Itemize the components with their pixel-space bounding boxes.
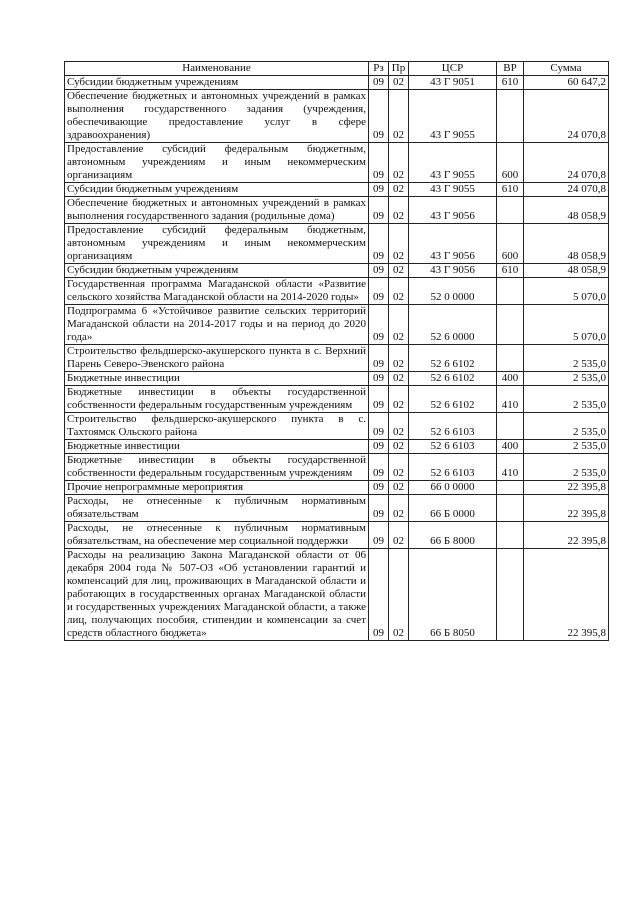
cell-name: Бюджетные инвестиции bbox=[65, 372, 369, 386]
cell-sum: 24 070,8 bbox=[524, 143, 609, 183]
cell-sum: 2 535,0 bbox=[524, 372, 609, 386]
cell-rz: 09 bbox=[369, 183, 389, 197]
cell-rz: 09 bbox=[369, 76, 389, 90]
table-row bbox=[65, 481, 609, 495]
cell-csr: 43 Г 9056 bbox=[409, 197, 497, 224]
cell-sum: 24 070,8 bbox=[524, 183, 609, 197]
cell-pr: 02 bbox=[389, 305, 409, 345]
cell-csr: 52 6 6103 bbox=[409, 454, 497, 481]
header-vr: ВР bbox=[497, 62, 524, 76]
cell-csr: 43 Г 9056 bbox=[409, 264, 497, 278]
cell-rz: 09 bbox=[369, 386, 389, 413]
cell-pr: 02 bbox=[389, 90, 409, 143]
cell-vr bbox=[497, 345, 524, 372]
cell-csr: 52 6 0000 bbox=[409, 305, 497, 345]
cell-pr: 02 bbox=[389, 264, 409, 278]
cell-pr: 02 bbox=[389, 143, 409, 183]
table-row bbox=[65, 454, 609, 481]
cell-csr: 66 Б 8050 bbox=[409, 549, 497, 641]
cell-csr: 52 6 6102 bbox=[409, 372, 497, 386]
cell-name: Расходы на реализацию Закона Магаданской области от 06 декабря 2004 года № 507-ОЗ «Об установлении гарантий и компенсаций для лиц, проживающих в Магаданской области и работающих в государственных органах Магаданской области и государственных учреждениях Магаданской области, а также лиц, получающих пособия, стипендии и компенсации за счет средств областного бюджета» bbox=[65, 549, 369, 641]
cell-csr: 43 Г 9055 bbox=[409, 90, 497, 143]
table-row bbox=[65, 305, 609, 345]
cell-name: Подпрограмма 6 «Устойчивое развитие сельских территорий Магаданской области на 2014-2017 годы и на период до 2020 года» bbox=[65, 305, 369, 345]
cell-sum: 22 395,8 bbox=[524, 549, 609, 641]
table-row bbox=[65, 495, 609, 522]
cell-rz: 09 bbox=[369, 440, 389, 454]
table-row bbox=[65, 143, 609, 183]
cell-csr: 52 6 6102 bbox=[409, 345, 497, 372]
table-header-row bbox=[65, 62, 609, 76]
cell-name: Обеспечение бюджетных и автономных учреждений в рамках выполнения государственного задания (учреждения, обеспечивающие предоставление услуг в сфере здравоохранения) bbox=[65, 90, 369, 143]
cell-sum: 5 070,0 bbox=[524, 278, 609, 305]
table-row bbox=[65, 345, 609, 372]
cell-name: Предоставление субсидий федеральным бюджетным, автономным учреждениям и иным некоммерческим организациям bbox=[65, 143, 369, 183]
cell-sum: 48 058,9 bbox=[524, 224, 609, 264]
cell-sum: 2 535,0 bbox=[524, 345, 609, 372]
cell-pr: 02 bbox=[389, 183, 409, 197]
cell-name: Субсидии бюджетным учреждениям bbox=[65, 264, 369, 278]
table-row bbox=[65, 76, 609, 90]
cell-rz: 09 bbox=[369, 305, 389, 345]
cell-vr: 410 bbox=[497, 386, 524, 413]
cell-vr bbox=[497, 197, 524, 224]
cell-rz: 09 bbox=[369, 143, 389, 183]
cell-vr: 400 bbox=[497, 440, 524, 454]
cell-name: Строительство фельдшерско-акушерского пункта в с. Верхний Парень Северо-Эвенского района bbox=[65, 345, 369, 372]
cell-vr bbox=[497, 90, 524, 143]
table-row bbox=[65, 224, 609, 264]
cell-vr: 600 bbox=[497, 224, 524, 264]
cell-pr: 02 bbox=[389, 481, 409, 495]
cell-csr: 66 0 0000 bbox=[409, 481, 497, 495]
cell-rz: 09 bbox=[369, 522, 389, 549]
cell-rz: 09 bbox=[369, 278, 389, 305]
cell-name: Государственная программа Магаданской области «Развитие сельского хозяйства Магаданской области на 2014-2020 годы» bbox=[65, 278, 369, 305]
cell-name: Расходы, не отнесенные к публичным нормативным обязательствам bbox=[65, 495, 369, 522]
cell-rz: 09 bbox=[369, 372, 389, 386]
cell-rz: 09 bbox=[369, 481, 389, 495]
cell-sum: 2 535,0 bbox=[524, 440, 609, 454]
cell-vr: 610 bbox=[497, 183, 524, 197]
cell-sum: 5 070,0 bbox=[524, 305, 609, 345]
header-pr: Пр bbox=[389, 62, 409, 76]
cell-csr: 43 Г 9051 bbox=[409, 76, 497, 90]
cell-sum: 2 535,0 bbox=[524, 454, 609, 481]
cell-csr: 52 0 0000 bbox=[409, 278, 497, 305]
budget-page bbox=[64, 61, 609, 641]
cell-pr: 02 bbox=[389, 495, 409, 522]
cell-pr: 02 bbox=[389, 549, 409, 641]
cell-csr: 52 6 6102 bbox=[409, 386, 497, 413]
table-row bbox=[65, 90, 609, 143]
cell-name: Предоставление субсидий федеральным бюджетным, автономным учреждениям и иным некоммерческим организациям bbox=[65, 224, 369, 264]
cell-vr bbox=[497, 522, 524, 549]
table-row bbox=[65, 413, 609, 440]
table-row bbox=[65, 197, 609, 224]
cell-name: Субсидии бюджетным учреждениям bbox=[65, 183, 369, 197]
cell-pr: 02 bbox=[389, 372, 409, 386]
cell-name: Прочие непрограммные мероприятия bbox=[65, 481, 369, 495]
cell-vr: 600 bbox=[497, 143, 524, 183]
cell-pr: 02 bbox=[389, 386, 409, 413]
cell-name: Бюджетные инвестиции в объекты государственной собственности федеральным государственным учреждениям bbox=[65, 386, 369, 413]
cell-rz: 09 bbox=[369, 495, 389, 522]
table-row bbox=[65, 549, 609, 641]
cell-csr: 43 Г 9056 bbox=[409, 224, 497, 264]
cell-pr: 02 bbox=[389, 278, 409, 305]
cell-name: Бюджетные инвестиции bbox=[65, 440, 369, 454]
cell-pr: 02 bbox=[389, 454, 409, 481]
cell-pr: 02 bbox=[389, 345, 409, 372]
cell-csr: 52 6 6103 bbox=[409, 440, 497, 454]
cell-rz: 09 bbox=[369, 264, 389, 278]
cell-sum: 60 647,2 bbox=[524, 76, 609, 90]
cell-rz: 09 bbox=[369, 345, 389, 372]
header-csr: ЦСР bbox=[409, 62, 497, 76]
cell-pr: 02 bbox=[389, 522, 409, 549]
cell-pr: 02 bbox=[389, 224, 409, 264]
cell-vr bbox=[497, 495, 524, 522]
cell-sum: 48 058,9 bbox=[524, 197, 609, 224]
cell-vr: 400 bbox=[497, 372, 524, 386]
cell-sum: 24 070,8 bbox=[524, 90, 609, 143]
cell-vr bbox=[497, 278, 524, 305]
cell-sum: 22 395,8 bbox=[524, 495, 609, 522]
header-sum: Сумма bbox=[524, 62, 609, 76]
cell-name: Расходы, не отнесенные к публичным нормативным обязательствам, на обеспечение мер социальной поддержки bbox=[65, 522, 369, 549]
cell-rz: 09 bbox=[369, 413, 389, 440]
cell-name: Субсидии бюджетным учреждениям bbox=[65, 76, 369, 90]
table-row bbox=[65, 386, 609, 413]
cell-csr: 43 Г 9055 bbox=[409, 183, 497, 197]
cell-csr: 66 Б 0000 bbox=[409, 495, 497, 522]
cell-vr: 610 bbox=[497, 76, 524, 90]
cell-rz: 09 bbox=[369, 224, 389, 264]
cell-rz: 09 bbox=[369, 454, 389, 481]
cell-vr: 610 bbox=[497, 264, 524, 278]
table-row bbox=[65, 183, 609, 197]
budget-table bbox=[64, 61, 609, 641]
cell-sum: 48 058,9 bbox=[524, 264, 609, 278]
table-row bbox=[65, 372, 609, 386]
cell-csr: 43 Г 9055 bbox=[409, 143, 497, 183]
cell-sum: 2 535,0 bbox=[524, 386, 609, 413]
table-row bbox=[65, 264, 609, 278]
cell-sum: 22 395,8 bbox=[524, 481, 609, 495]
cell-rz: 09 bbox=[369, 549, 389, 641]
cell-vr bbox=[497, 413, 524, 440]
cell-sum: 2 535,0 bbox=[524, 413, 609, 440]
cell-csr: 52 6 6103 bbox=[409, 413, 497, 440]
table-row bbox=[65, 440, 609, 454]
cell-vr bbox=[497, 481, 524, 495]
table-row bbox=[65, 522, 609, 549]
cell-csr: 66 Б 8000 bbox=[409, 522, 497, 549]
header-rz: Рз bbox=[369, 62, 389, 76]
cell-pr: 02 bbox=[389, 413, 409, 440]
cell-vr bbox=[497, 305, 524, 345]
cell-name: Строительство фельдшерско-акушерского пункта в с. Тахтоямск Ольского района bbox=[65, 413, 369, 440]
cell-pr: 02 bbox=[389, 76, 409, 90]
cell-vr bbox=[497, 549, 524, 641]
cell-name: Бюджетные инвестиции в объекты государственной собственности федеральным государственным учреждениям bbox=[65, 454, 369, 481]
table-row bbox=[65, 278, 609, 305]
cell-vr: 410 bbox=[497, 454, 524, 481]
cell-rz: 09 bbox=[369, 90, 389, 143]
cell-name: Обеспечение бюджетных и автономных учреждений в рамках выполнения государственного задания (родильные дома) bbox=[65, 197, 369, 224]
table-body bbox=[65, 76, 609, 641]
header-name: Наименование bbox=[65, 62, 369, 76]
cell-pr: 02 bbox=[389, 440, 409, 454]
cell-sum: 22 395,8 bbox=[524, 522, 609, 549]
cell-rz: 09 bbox=[369, 197, 389, 224]
cell-pr: 02 bbox=[389, 197, 409, 224]
